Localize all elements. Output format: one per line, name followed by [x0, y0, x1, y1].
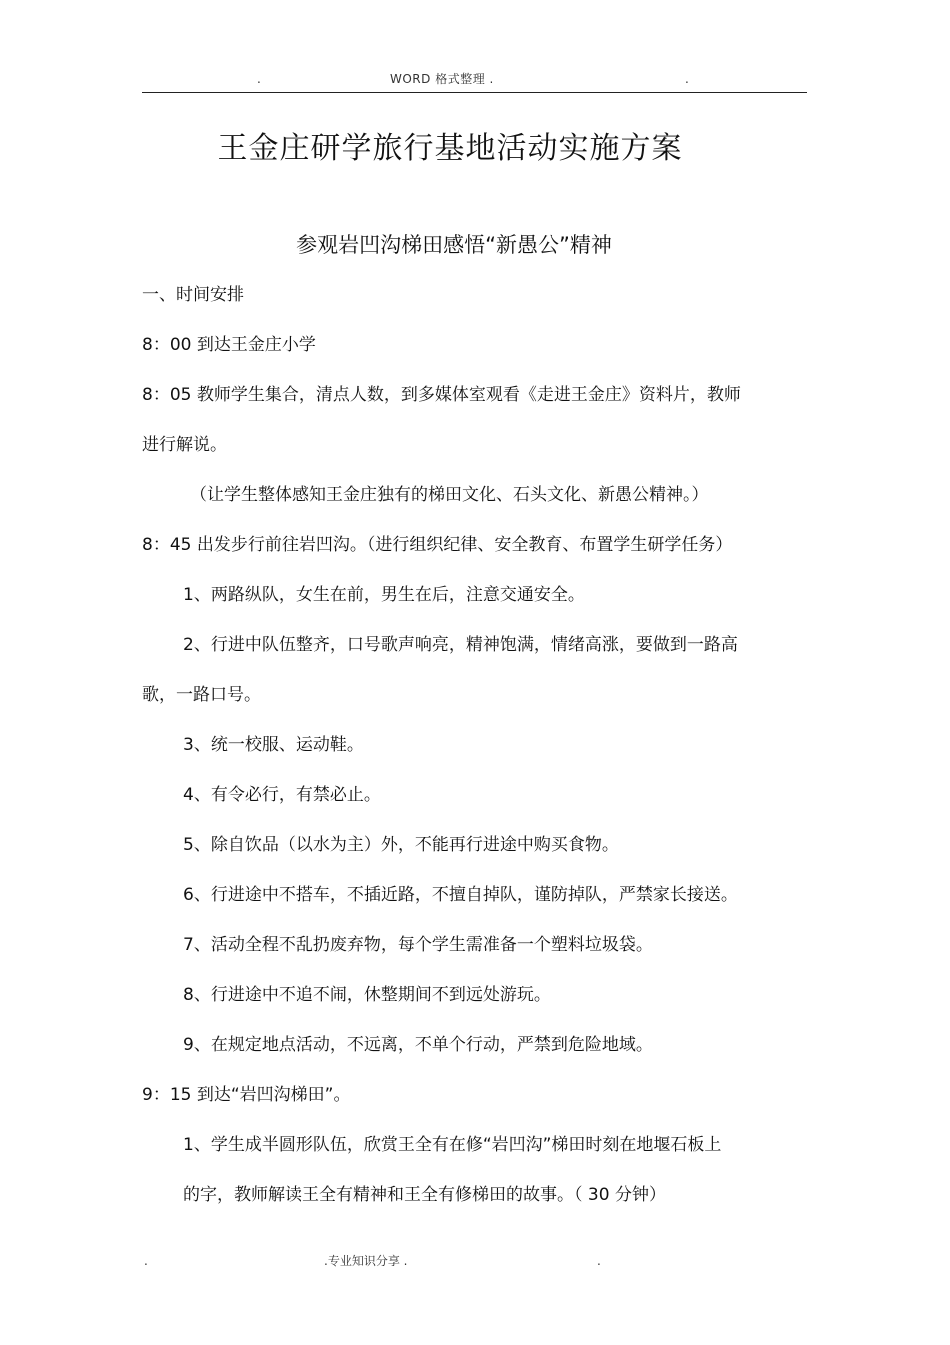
rule-item: 2、行进中队伍整齐，口号歌声响亮，精神饱满，情绪高涨，要做到一路高 [183, 635, 738, 655]
section-heading-schedule: 一、时间安排 [142, 285, 244, 305]
header-left-mark: . [257, 72, 261, 86]
page-footer [142, 1252, 807, 1272]
rule-item: 8、行进途中不追不闹，休整期间不到远处游玩。 [183, 985, 551, 1005]
footer-text: .专业知识分享 . [324, 1254, 408, 1268]
schedule-line: 8：05 教师学生集合，清点人数，到多媒体室观看《走进王金庄》资料片，教师 [142, 385, 741, 405]
schedule-line-continued: 进行解说。 [142, 435, 227, 455]
rule-item: 5、除自饮品（以水为主）外，不能再行进途中购买食物。 [183, 835, 619, 855]
schedule-line: 9：15 到达“岩凹沟梯田”。 [142, 1085, 351, 1105]
rule-item: 1、两路纵队，女生在前，男生在后，注意交通安全。 [183, 585, 585, 605]
rule-item-continued: 歌，一路口号。 [142, 685, 261, 705]
document-title: 王金庄研学旅行基地活动实施方案 [217, 131, 683, 166]
header-right-mark: . [685, 72, 689, 86]
footer-right-mark: . [597, 1254, 601, 1268]
schedule-note: （让学生整体感知王金庄独有的梯田文化、石头文化、新愚公精神。） [190, 485, 709, 505]
page-header [142, 68, 807, 93]
rule-item: 3、统一校服、运动鞋。 [183, 735, 364, 755]
rule-item: 9、在规定地点活动，不远离，不单个行动，严禁到危险地域。 [183, 1035, 653, 1055]
schedule-line: 8：00 到达王金庄小学 [142, 335, 316, 355]
activity-item-continued: 的字，教师解读王全有精神和王全有修梯田的故事。（ 30 分钟） [183, 1185, 666, 1205]
activity-item: 1、学生成半圆形队伍，欣赏王全有在修“岩凹沟”梯田时刻在地堰石板上 [183, 1135, 722, 1155]
header-text: WORD 格式整理 . [390, 72, 494, 86]
rule-item: 6、行进途中不搭车，不插近路，不擅自掉队，谨防掉队，严禁家长接送。 [183, 885, 738, 905]
rule-item: 4、有令必行，有禁必止。 [183, 785, 381, 805]
schedule-line: 8：45 出发步行前往岩凹沟。（进行组织纪律、安全教育、布置学生研学任务） [142, 535, 733, 555]
document-subtitle: 参观岩凹沟梯田感悟“新愚公”精神 [296, 233, 612, 257]
rule-item: 7、活动全程不乱扔废弃物，每个学生需准备一个塑料垃圾袋。 [183, 935, 653, 955]
footer-left-mark: . [144, 1254, 148, 1268]
